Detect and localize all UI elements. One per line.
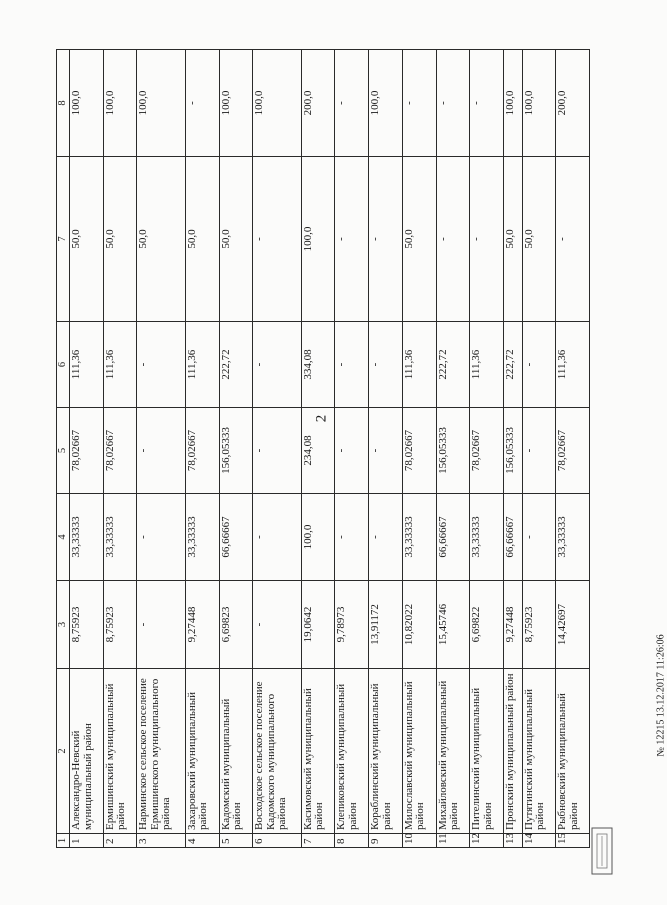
- row-number-cell: 12: [470, 834, 504, 848]
- value-cell-col3: 10,82022: [402, 581, 436, 669]
- value-cell-col8: -: [402, 50, 436, 157]
- registration-stamp-text: № 12215 13.12.2017 11:26:06: [655, 634, 667, 757]
- header-cell: 8: [57, 50, 70, 157]
- value-cell-col8: -: [436, 50, 470, 157]
- value-cell-col5: -: [137, 408, 186, 494]
- value-cell-col3: 8,75923: [70, 581, 104, 669]
- value-cell-col3: 13,91172: [369, 581, 403, 669]
- value-cell-col5: -: [253, 408, 302, 494]
- value-cell-col3: 14,42697: [556, 581, 590, 669]
- value-cell-col5: 78,02667: [70, 408, 104, 494]
- value-cell-col5: -: [335, 408, 369, 494]
- value-cell-col5: 234,08: [301, 408, 335, 494]
- value-cell-col7: 50,0: [185, 157, 219, 322]
- value-cell-col8: 100,0: [253, 50, 302, 157]
- value-cell-col3: 19,0642: [301, 581, 335, 669]
- value-cell-col5: -: [522, 408, 556, 494]
- value-cell-col6: 111,36: [70, 322, 104, 408]
- value-cell-col5: 156,05333: [436, 408, 470, 494]
- value-cell-col4: 33,33333: [470, 494, 504, 581]
- value-cell-col3: 9,78973: [335, 581, 369, 669]
- header-cell: 6: [57, 322, 70, 408]
- row-number-cell: 14: [522, 834, 556, 848]
- table-row: [301, 50, 335, 848]
- value-cell-col4: 33,33333: [103, 494, 137, 581]
- header-cell: 2: [57, 669, 70, 834]
- value-cell-col5: 78,02667: [103, 408, 137, 494]
- row-number-cell: 2: [103, 834, 137, 848]
- value-cell-col3: 6,69822: [470, 581, 504, 669]
- value-cell-col4: -: [522, 494, 556, 581]
- value-cell-col4: 100,0: [301, 494, 335, 581]
- row-number-cell: 7: [301, 834, 335, 848]
- value-cell-col7: -: [369, 157, 403, 322]
- value-cell-col5: 78,02667: [470, 408, 504, 494]
- header-cell: 3: [57, 581, 70, 669]
- value-cell-col5: 78,02667: [402, 408, 436, 494]
- value-cell-col8: 100,0: [369, 50, 403, 157]
- value-cell-col3: 6,69823: [219, 581, 253, 669]
- value-cell-col7: 50,0: [70, 157, 104, 322]
- value-cell-col4: 66,66667: [436, 494, 470, 581]
- table-row: [335, 50, 369, 848]
- value-cell-col5: 156,05333: [219, 408, 253, 494]
- table-row: [103, 50, 137, 848]
- value-cell-col7: 50,0: [137, 157, 186, 322]
- value-cell-col4: 33,33333: [185, 494, 219, 581]
- header-cell: 4: [57, 494, 70, 581]
- value-cell-col4: -: [137, 494, 186, 581]
- row-number-cell: 3: [137, 834, 186, 848]
- row-name-cell: Кораблинский муниципальный район: [369, 669, 403, 834]
- value-cell-col8: -: [335, 50, 369, 157]
- value-cell-col8: 100,0: [70, 50, 104, 157]
- data-table-rotated: [56, 50, 590, 848]
- row-name-cell: Кадомский муниципальный район: [219, 669, 253, 834]
- row-name-cell: Клепиковский муниципальный район: [335, 669, 369, 834]
- row-number-cell: 10: [402, 834, 436, 848]
- value-cell-col8: 100,0: [503, 50, 522, 157]
- value-cell-col6: -: [335, 322, 369, 408]
- value-cell-col7: -: [556, 157, 590, 322]
- table-row: [70, 50, 104, 848]
- row-number-cell: 11: [436, 834, 470, 848]
- value-cell-col8: 100,0: [137, 50, 186, 157]
- value-cell-col6: 222,72: [503, 322, 522, 408]
- value-cell-col5: -: [369, 408, 403, 494]
- value-cell-col3: 9,27448: [185, 581, 219, 669]
- value-cell-col3: -: [137, 581, 186, 669]
- document-stamp-icon: [589, 826, 617, 876]
- value-cell-col6: 111,36: [103, 322, 137, 408]
- row-name-cell: Милославский муниципальный район: [402, 669, 436, 834]
- page-number: 2: [313, 414, 330, 423]
- value-cell-col5: 78,02667: [185, 408, 219, 494]
- row-name-cell: Восходское сельское поселение Кадомского муниципального района: [253, 669, 302, 834]
- value-cell-col6: -: [522, 322, 556, 408]
- value-cell-col7: -: [436, 157, 470, 322]
- value-cell-col6: 222,72: [219, 322, 253, 408]
- value-cell-col8: -: [185, 50, 219, 157]
- row-name-cell: Рыбновский муниципальный район: [556, 669, 590, 834]
- value-cell-col3: 8,75923: [522, 581, 556, 669]
- value-cell-col7: 50,0: [219, 157, 253, 322]
- table-row: [436, 50, 470, 848]
- value-cell-col4: -: [253, 494, 302, 581]
- table-row: [556, 50, 590, 848]
- row-number-cell: 13: [503, 834, 522, 848]
- value-cell-col7: 50,0: [402, 157, 436, 322]
- value-cell-col4: 33,33333: [70, 494, 104, 581]
- value-cell-col7: -: [253, 157, 302, 322]
- table-row: [185, 50, 219, 848]
- table-row: [503, 50, 522, 848]
- value-cell-col7: -: [335, 157, 369, 322]
- header-cell: 1: [57, 834, 70, 848]
- value-cell-col5: 156,05333: [503, 408, 522, 494]
- value-cell-col8: 200,0: [556, 50, 590, 157]
- value-cell-col7: 100,0: [301, 157, 335, 322]
- value-cell-col4: 33,33333: [556, 494, 590, 581]
- value-cell-col6: -: [369, 322, 403, 408]
- value-cell-col6: 222,72: [436, 322, 470, 408]
- value-cell-col6: 111,36: [185, 322, 219, 408]
- value-cell-col3: 8,75923: [103, 581, 137, 669]
- table-row: [253, 50, 302, 848]
- value-cell-col7: 50,0: [522, 157, 556, 322]
- value-cell-col6: -: [253, 322, 302, 408]
- value-cell-col6: 111,36: [402, 322, 436, 408]
- value-cell-col8: 200,0: [301, 50, 335, 157]
- row-number-cell: 8: [335, 834, 369, 848]
- row-number-cell: 4: [185, 834, 219, 848]
- row-number-cell: 5: [219, 834, 253, 848]
- value-cell-col7: 50,0: [503, 157, 522, 322]
- row-name-cell: Путятинский муниципальный район: [522, 669, 556, 834]
- table-row: [470, 50, 504, 848]
- table-row: [219, 50, 253, 848]
- row-name-cell: Нарминское сельское поселение Ермишинского муниципального района: [137, 669, 186, 834]
- value-cell-col8: -: [470, 50, 504, 157]
- value-cell-col6: -: [137, 322, 186, 408]
- row-number-cell: 15: [556, 834, 590, 848]
- value-cell-col3: 15,45746: [436, 581, 470, 669]
- value-cell-col3: -: [253, 581, 302, 669]
- header-cell: 7: [57, 157, 70, 322]
- row-name-cell: Захаровский муниципальный район: [185, 669, 219, 834]
- row-name-cell: Ермишинский муниципальный район: [103, 669, 137, 834]
- table-row: [369, 50, 403, 848]
- value-cell-col8: 100,0: [522, 50, 556, 157]
- value-cell-col4: 66,66667: [503, 494, 522, 581]
- table-row: [522, 50, 556, 848]
- value-cell-col4: 33,33333: [402, 494, 436, 581]
- table-row: [402, 50, 436, 848]
- value-cell-col7: -: [470, 157, 504, 322]
- row-name-cell: Пронский муниципальный район: [503, 669, 522, 834]
- row-name-cell: Пителинский муниципальный район: [470, 669, 504, 834]
- value-cell-col7: 50,0: [103, 157, 137, 322]
- header-cell: 5: [57, 408, 70, 494]
- value-cell-col4: 66,66667: [219, 494, 253, 581]
- value-cell-col8: 100,0: [103, 50, 137, 157]
- value-cell-col6: 334,08: [301, 322, 335, 408]
- row-name-cell: Михайловский муниципальный район: [436, 669, 470, 834]
- row-number-cell: 9: [369, 834, 403, 848]
- data-table: [56, 49, 590, 848]
- row-name-cell: Касимовский муниципальный район: [301, 669, 335, 834]
- row-number-cell: 1: [70, 834, 104, 848]
- value-cell-col8: 100,0: [219, 50, 253, 157]
- value-cell-col4: -: [335, 494, 369, 581]
- table-row: [137, 50, 186, 848]
- value-cell-col3: 9,27448: [503, 581, 522, 669]
- table-header-row: [57, 50, 70, 848]
- value-cell-col6: 111,36: [556, 322, 590, 408]
- value-cell-col6: 111,36: [470, 322, 504, 408]
- row-number-cell: 6: [253, 834, 302, 848]
- value-cell-col5: 78,02667: [556, 408, 590, 494]
- value-cell-col4: -: [369, 494, 403, 581]
- row-name-cell: Александро-Невский муниципальный район: [70, 669, 104, 834]
